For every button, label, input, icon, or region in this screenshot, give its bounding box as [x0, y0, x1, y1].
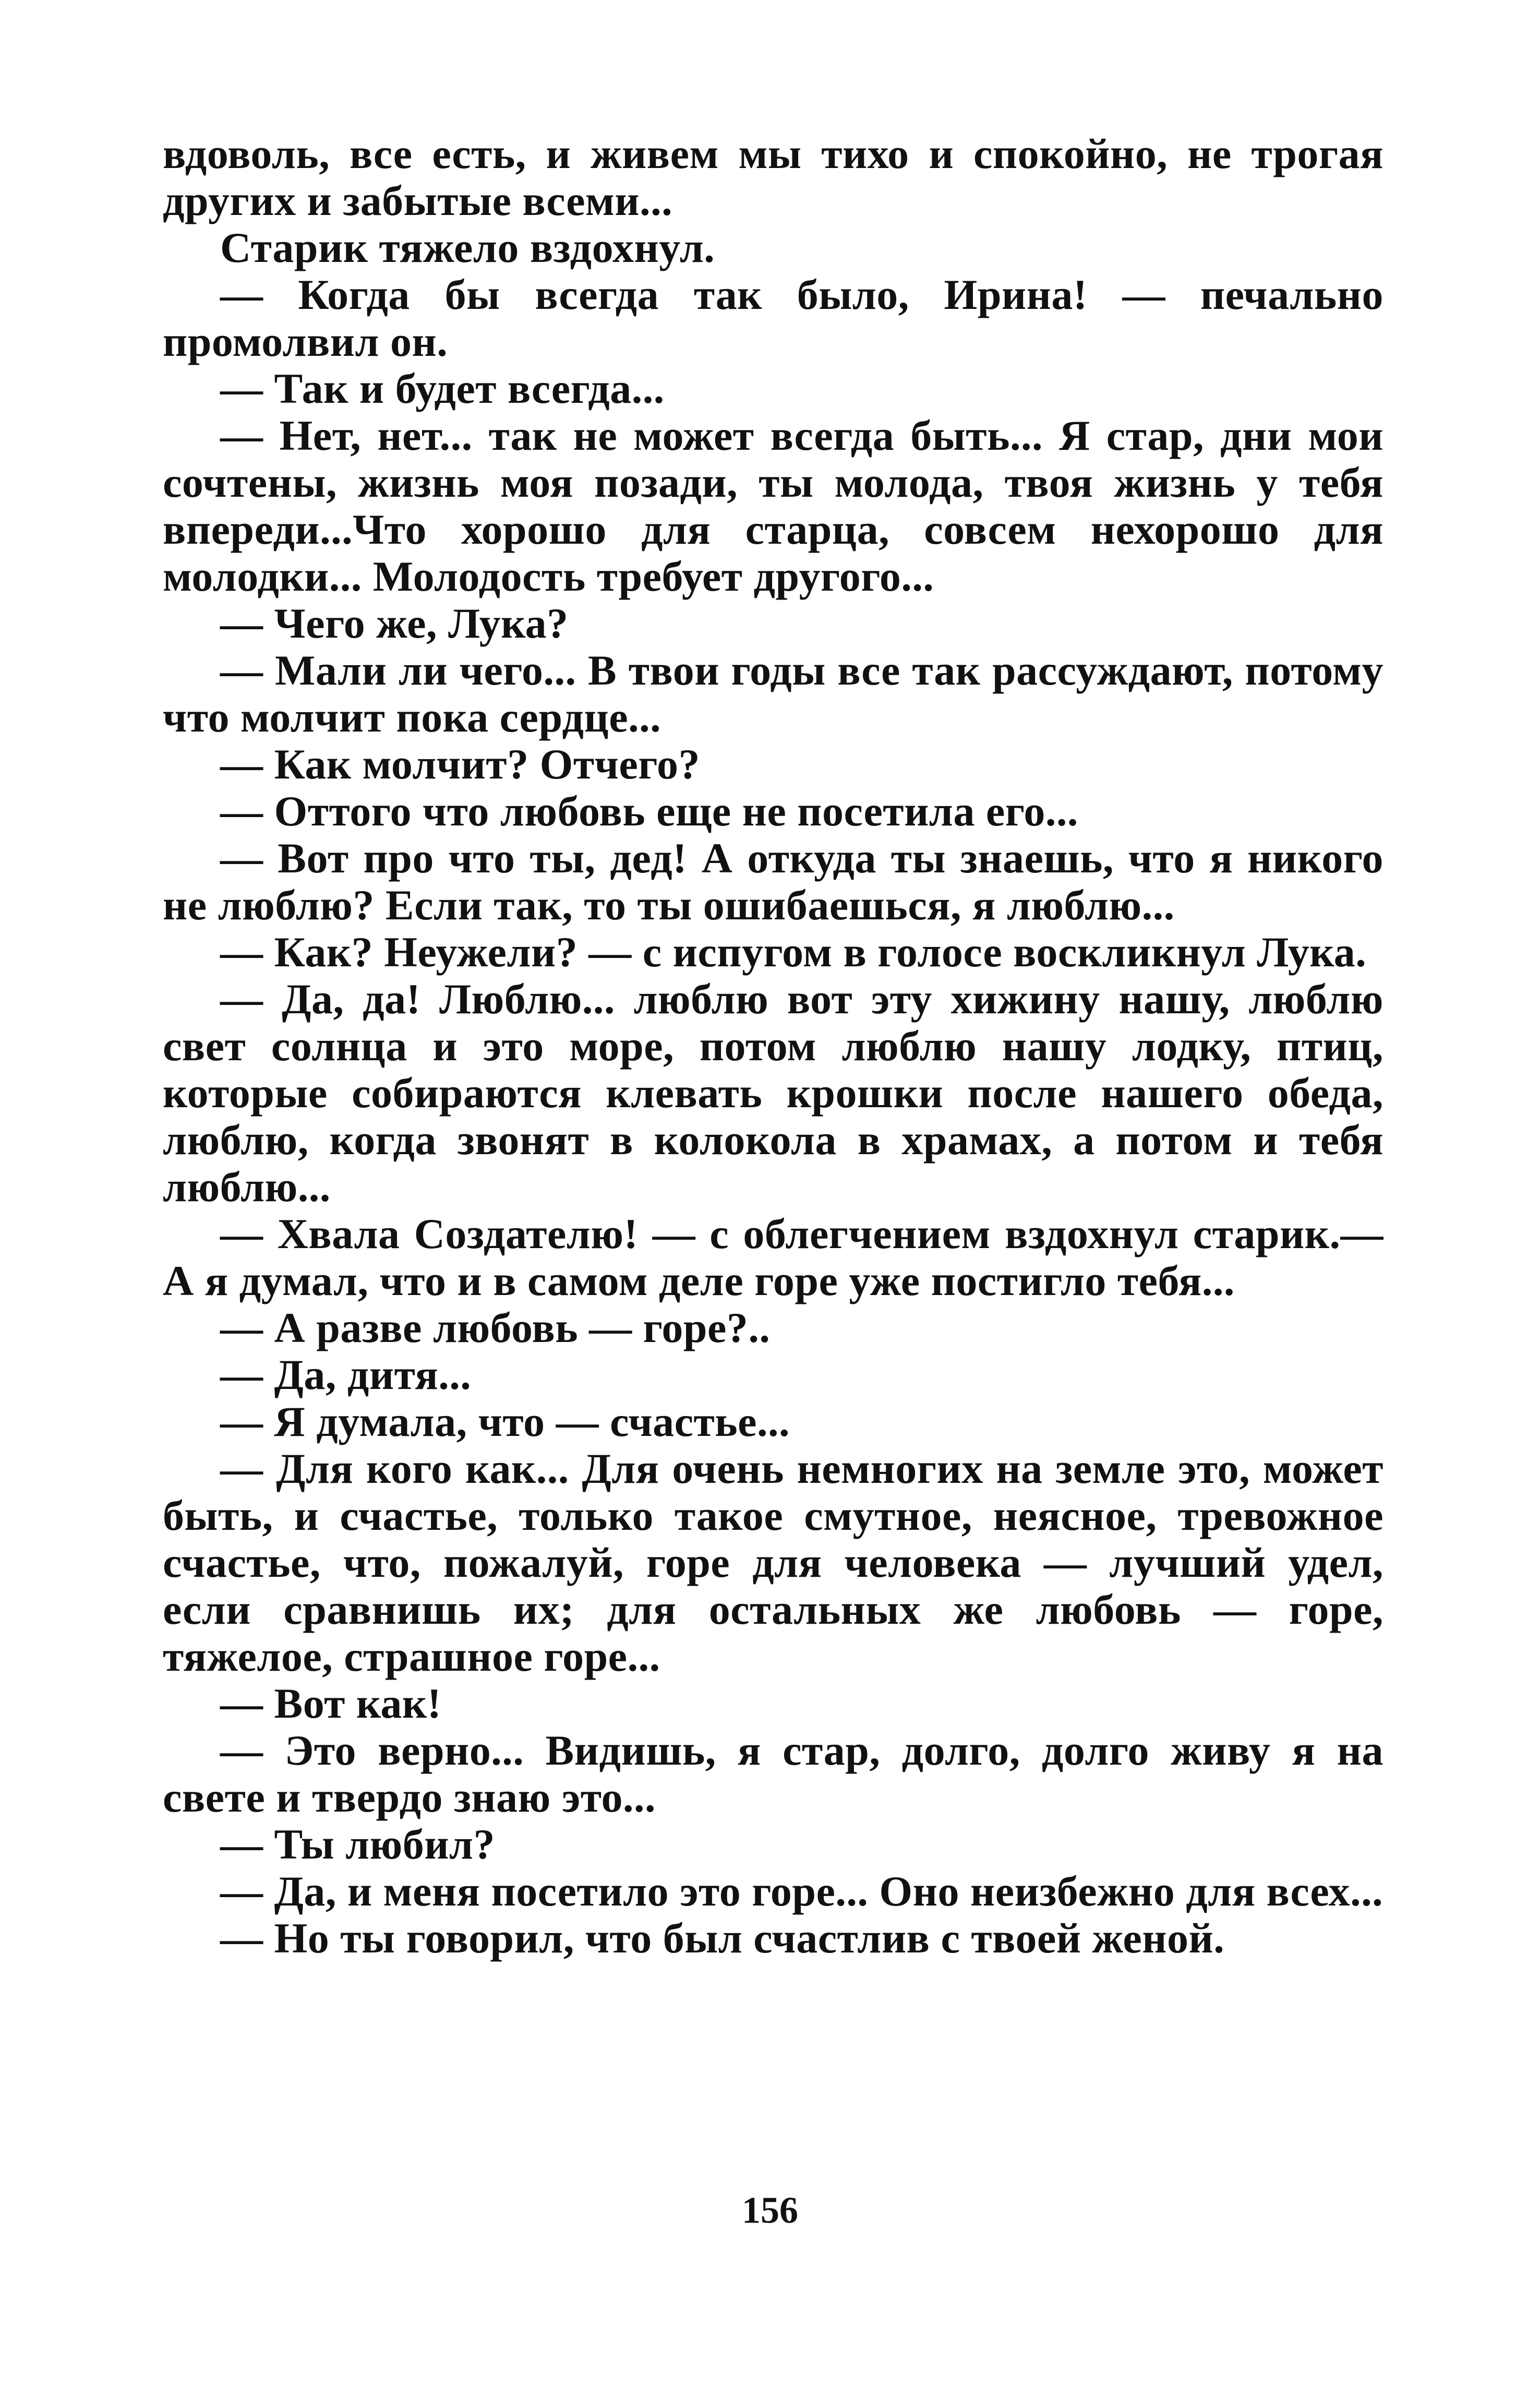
paragraph: — Мали ли чего... В твои годы все так рассуждают, потому что молчит пока сердце...: [163, 646, 1383, 741]
paragraph: — Но ты говорил, что был счастлив с твоей женой.: [220, 1914, 1225, 1962]
paragraph: — Оттого что любовь еще не посетила его...: [220, 787, 1078, 835]
paragraph: — А разве любовь — горе?..: [220, 1304, 771, 1351]
paragraph: — Это верно... Видишь, я стар, долго, долго живу я на свете и твердо знаю это...: [163, 1727, 1383, 1821]
paragraph: — Да, да! Люблю... люблю вот эту хижину нашу, люблю свет солнца и это море, потом люблю нашу лодку, птиц, которые собираются клевать крошки после нашего обеда, люблю, когда звонят в колокола в храмах, а потом и тебя люблю...: [163, 975, 1383, 1211]
paragraph: — Нет, нет... так не может всегда быть... Я стар, дни мои сочтены, жизнь моя позади, ты молода, твоя жизнь у тебя впереди...Что хорошо для старца, совсем нехорошо для молодки... Молодость требует другого...: [163, 412, 1383, 600]
paragraph: — Как молчит? Отчего?: [220, 740, 700, 788]
paragraph: — Да, дитя...: [220, 1351, 472, 1398]
paragraph: — Как? Неужели? — с испугом в голосе воскликнул Лука.: [220, 928, 1367, 976]
paragraph: — Когда бы всегда так было, Ирина! — печально промолвил он.: [163, 271, 1383, 365]
paragraph: — Для кого как... Для очень немногих на земле это, может быть, и счастье, только такое смутное, неясное, тревожное счастье, что, пожалуй, горе для человека — лучший удел, если сравнишь их; для остальных же любовь — горе, тяжелое, страшное горе...: [163, 1445, 1383, 1680]
paragraph: — Хвала Создателю! — с облегчением вздохнул старик.— А я думал, что и в самом деле горе уже постигло тебя...: [163, 1210, 1383, 1304]
paragraph: — Да, и меня посетило это горе... Оно неизбежно для всех...: [220, 1867, 1383, 1915]
paragraph: — Чего же, Лука?: [220, 600, 569, 647]
page-number: 156: [742, 2189, 798, 2231]
paragraph: — Ты любил?: [220, 1820, 496, 1868]
paragraph: вдоволь, все есть, и живем мы тихо и спокойно, не трогая других и забытые всеми...: [163, 130, 1383, 224]
paragraph: Старик тяжело вздохнул.: [220, 224, 715, 271]
paragraph: — Вот как!: [220, 1680, 442, 1727]
paragraph: — Так и будет всегда...: [220, 365, 665, 412]
paragraph: — Я думала, что — счастье...: [220, 1398, 790, 1445]
page-text: [163, 130, 1383, 1962]
paragraph: — Вот про что ты, дед! А откуда ты знаешь, что я никого не люблю? Если так, то ты ошибаешься, я люблю...: [163, 834, 1383, 929]
